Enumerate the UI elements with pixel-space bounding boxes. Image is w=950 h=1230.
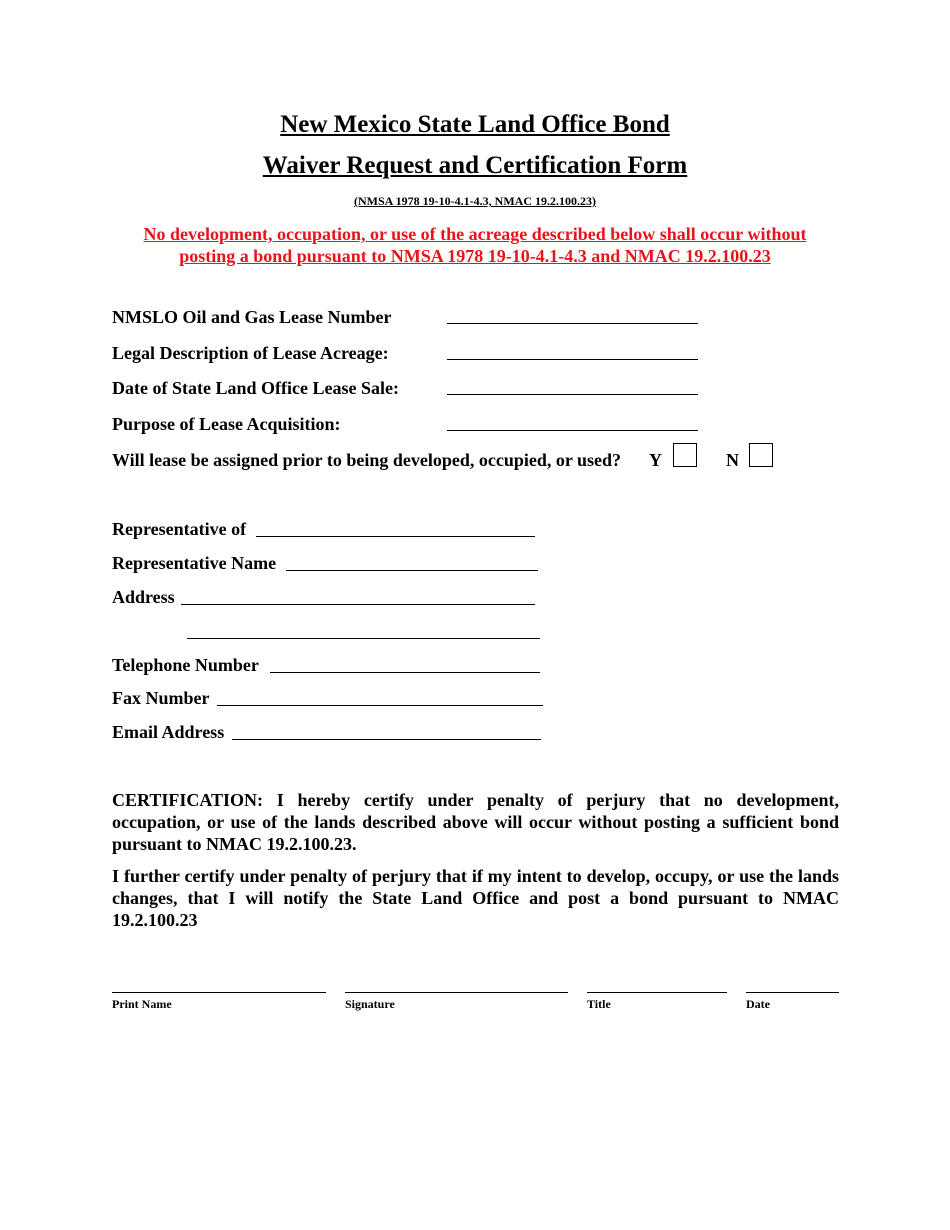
- representative-of-label: Representative of: [112, 519, 247, 539]
- assignment-question-label: Will lease be assigned prior to being developed, occupied, or used?: [112, 450, 622, 470]
- fax-label: Fax Number: [112, 688, 210, 708]
- signature-line[interactable]: [345, 992, 568, 993]
- no-label: N: [726, 450, 739, 470]
- date-line[interactable]: [746, 992, 839, 993]
- print-name-label: Print Name: [112, 997, 172, 1011]
- further-certification-paragraph: I further certify under penalty of perjury that if my intent to develop, occupy, or use the lands changes, that I will notify the State Land Office and post a bond pursuant to NMAC 19.2.100.23: [112, 866, 839, 930]
- title-label: Title: [587, 997, 611, 1011]
- yes-label: Y: [649, 450, 662, 470]
- date-label: Date: [746, 997, 770, 1011]
- no-checkbox[interactable]: [749, 443, 773, 467]
- signature-label: Signature: [345, 997, 395, 1011]
- purpose-field[interactable]: [447, 430, 698, 431]
- email-field[interactable]: [232, 739, 541, 740]
- certification-paragraph: CERTIFICATION: I hereby certify under penalty of perjury that no development, occupation, or use of the lands described above will occur without posting a sufficient bond pursuant to NMAC 19.2.100.23.: [112, 790, 839, 854]
- form-title-line2: Waiver Request and Certification Form: [262, 152, 688, 179]
- email-label: Email Address: [112, 722, 225, 742]
- legal-description-label: Legal Description of Lease Acreage:: [112, 343, 389, 363]
- representative-name-label: Representative Name: [112, 553, 277, 573]
- telephone-label: Telephone Number: [112, 655, 259, 675]
- address-line1-field[interactable]: [181, 604, 535, 605]
- address-line2-field[interactable]: [187, 638, 540, 639]
- lease-sale-date-label: Date of State Land Office Lease Sale:: [112, 378, 399, 398]
- bond-warning-line1: No development, occupation, or use of the acreage described below shall occur without: [143, 224, 807, 244]
- lease-number-field[interactable]: [447, 323, 698, 324]
- address-label: Address: [112, 587, 175, 607]
- fax-field[interactable]: [217, 705, 543, 706]
- title-line[interactable]: [587, 992, 727, 993]
- form-title-line1: New Mexico State Land Office Bond: [280, 111, 670, 138]
- print-name-line[interactable]: [112, 992, 326, 993]
- representative-name-field[interactable]: [286, 570, 538, 571]
- statute-citation: (NMSA 1978 19-10-4.1-4.3, NMAC 19.2.100.23): [354, 194, 596, 208]
- lease-sale-date-field[interactable]: [447, 394, 698, 395]
- telephone-field[interactable]: [270, 672, 540, 673]
- representative-of-field[interactable]: [256, 536, 535, 537]
- legal-description-field[interactable]: [447, 359, 698, 360]
- purpose-label: Purpose of Lease Acquisition:: [112, 414, 341, 434]
- lease-number-label: NMSLO Oil and Gas Lease Number: [112, 307, 392, 327]
- bond-warning-line2: posting a bond pursuant to NMSA 1978 19-10-4.1-4.3 and NMAC 19.2.100.23: [179, 246, 771, 266]
- yes-checkbox[interactable]: [673, 443, 697, 467]
